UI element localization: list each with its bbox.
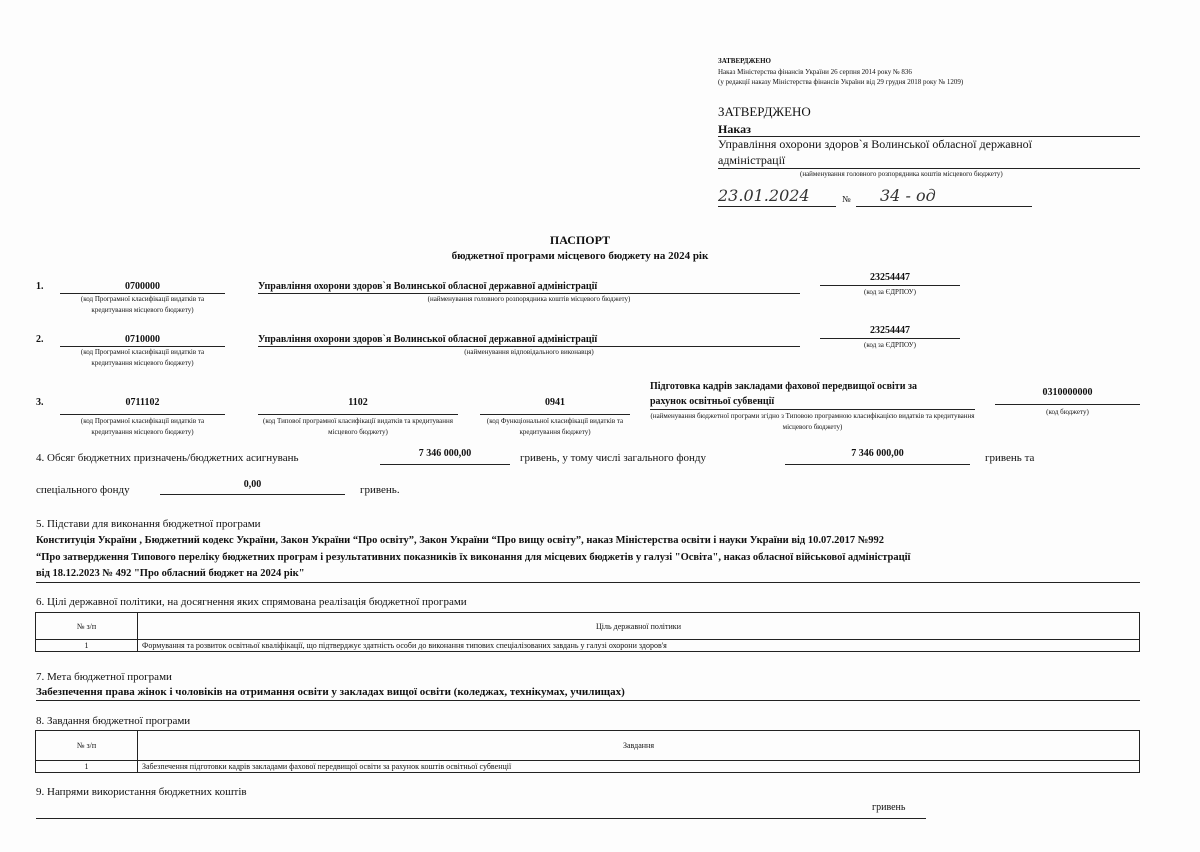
divider	[258, 414, 458, 415]
table-header-row	[36, 613, 1140, 640]
section8-label: 8. Завдання бюджетної програми	[36, 715, 191, 727]
form-approval-title: ЗАТВЕРДЖЕНО	[718, 57, 771, 65]
divider	[36, 582, 1140, 583]
functional-code: 0941	[545, 397, 565, 408]
program-code: 0710000	[125, 334, 160, 345]
section5-label: 5. Підстави для виконання бюджетної програми	[36, 518, 261, 530]
row-number-cell: 1	[36, 640, 138, 652]
column-header: Завдання	[138, 731, 1140, 761]
column-header: Ціль державної політики	[138, 613, 1140, 640]
section5-basis-line1: Конституція України , Бюджетний кодекс України, Закон України “Про освіту”, Закон України “Про вищу освіту”, наказ Міністерства освіти і науки України від 10.07.2017 №992	[36, 535, 885, 546]
divider	[718, 206, 836, 207]
approval-org-line2: адміністрації	[718, 153, 786, 167]
approval-number-handwritten: 34 - од	[880, 186, 936, 205]
special-fund-label: спеціального фонду	[36, 484, 130, 496]
divider	[160, 494, 345, 495]
row-number: 1.	[36, 281, 44, 292]
divider	[995, 404, 1140, 405]
program-name-line1: Підготовка кадрів закладами фахової передвищої освіти за	[650, 381, 917, 392]
policy-goals-table	[35, 612, 1140, 652]
table-row	[36, 640, 1140, 652]
divider	[718, 168, 1140, 169]
approval-org-line1: Управління охорони здоров`я Волинської обласної державної	[718, 137, 1032, 151]
task-cell: Забезпечення підготовки кадрів закладами фахової передвищої освіти за рахунок коштів освітньої субвенції	[138, 761, 1140, 773]
divider	[856, 206, 1032, 207]
program-goal-text: Забезпечення права жінок і чоловіків на отримання освіти у закладах вищої освіти (коледжах, технікумах, училищах)	[36, 686, 625, 698]
special-fund-end: гривень.	[360, 484, 400, 496]
form-approval-line1: Наказ Міністерства фінансів України 26 серпня 2014 року № 836	[718, 68, 912, 76]
approval-caption: (найменування головного розпорядника коштів місцевого бюджету)	[800, 170, 1003, 178]
column-header: № з/п	[36, 731, 138, 761]
divider	[650, 409, 975, 410]
column-header: № з/п	[36, 613, 138, 640]
executor-name-caption: (найменування відповідального виконавця)	[464, 348, 594, 356]
approval-order: Наказ	[718, 122, 751, 136]
edrpou-caption: (код за ЄДРПОУ)	[864, 288, 916, 296]
program-name-line2: рахунок освітньої субвенції	[650, 396, 775, 407]
program-code-caption: (код Програмної класифікації видатків та кредитування місцевого бюджету)	[80, 295, 205, 314]
edrpou-code: 23254447	[870, 272, 910, 283]
section9-label: 9. Напрями використання бюджетних коштів	[36, 786, 247, 798]
divider	[480, 414, 630, 415]
section4-mid-text: гривень, у тому числі загального фонду	[520, 452, 707, 464]
divider	[820, 285, 960, 286]
executor-name: Управління охорони здоров`я Волинської обласної державної адміністрації	[258, 334, 598, 345]
edrpou-caption: (код за ЄДРПОУ)	[864, 341, 916, 349]
divider	[785, 464, 970, 465]
tasks-table	[35, 730, 1140, 773]
program-code-caption: (код Програмної класифікації видатків та кредитування місцевого бюджету)	[80, 348, 205, 367]
row-number: 2.	[36, 334, 44, 345]
divider	[36, 818, 926, 819]
document-subtitle: бюджетної програми місцевого бюджету на 2024 рік	[451, 250, 709, 262]
typical-program-caption: (код Типової програмної класифікації видатків та кредитування місцевого бюджету)	[263, 417, 453, 436]
section5-basis-line2: “Про затвердження Типового переліку бюджетних програм і результативних показників їх виконання для місцевих бюджетів у галузі "Освіта", наказ обласної військової адміністрації	[36, 552, 911, 563]
manager-name: Управління охорони здоров`я Волинської обласної державної адміністрації	[258, 281, 598, 292]
divider	[380, 464, 510, 465]
program-name-caption: (найменування бюджетної програми згідно з Типовою програмною класифікацією видатків та кредитування місцевого бюджету)	[650, 412, 975, 431]
total-amount: 7 346 000,00	[418, 448, 472, 459]
document-title: ПАСПОРТ	[549, 233, 611, 247]
policy-goal-cell: Формування та розвиток освітньої кваліфікації, що підтверджує здатність особи до виконання типових спеціалізованих завдань у галузі охорони здоров'я	[138, 640, 1140, 652]
divider	[60, 414, 225, 415]
functional-code-caption: (код Функціональної класифікації видатків та кредитування бюджету)	[486, 417, 624, 436]
budget-code-caption: (код бюджету)	[1046, 408, 1089, 416]
divider	[36, 700, 1140, 701]
budget-code: 0310000000	[1042, 387, 1093, 398]
special-fund-amount: 0,00	[243, 479, 262, 490]
edrpou-code: 23254447	[870, 325, 910, 336]
program-code: 0700000	[125, 281, 160, 292]
typical-program-code: 1102	[348, 397, 368, 408]
general-fund-amount: 7 346 000,00	[851, 448, 904, 459]
section4-label: 4. Обсяг бюджетних призначень/бюджетних асигнувань	[36, 452, 299, 464]
section7-label: 7. Мета бюджетної програми	[36, 671, 172, 683]
section5-basis-line3: від 18.12.2023 № 492 "Про обласний бюджет на 2024 рік"	[36, 568, 305, 579]
table-row	[36, 761, 1140, 773]
program-code-caption: (код Програмної класифікації видатків та кредитування місцевого бюджету)	[80, 417, 205, 436]
section4-end-text: гривень та	[985, 452, 1035, 464]
currency-unit: гривень	[872, 802, 906, 813]
approval-number-label: №	[842, 194, 851, 204]
divider	[820, 338, 960, 339]
program-code: 0711102	[125, 397, 160, 408]
row-number: 3.	[36, 397, 44, 408]
manager-name-caption: (найменування головного розпорядника коштів місцевого бюджету)	[427, 295, 631, 303]
table-header-row	[36, 731, 1140, 761]
approval-date-handwritten: 23.01.2024	[718, 186, 810, 205]
section6-label: 6. Цілі державної політики, на досягнення яких спрямована реалізація бюджетної програми	[36, 596, 467, 608]
approval-title: ЗАТВЕРДЖЕНО	[718, 104, 811, 119]
row-number-cell: 1	[36, 761, 138, 773]
form-approval-line2: (у редакції наказу Міністерства фінансів України від 29 грудня 2018 року № 1209)	[718, 78, 964, 86]
